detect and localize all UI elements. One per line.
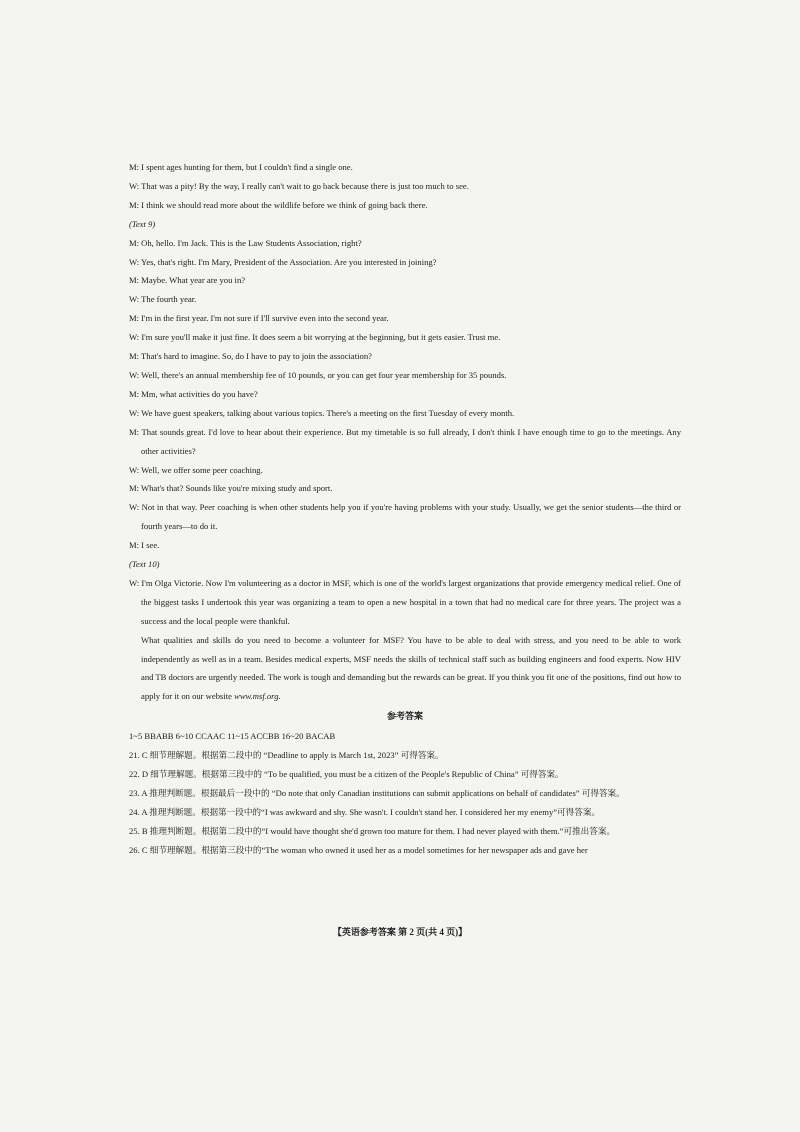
paragraph-text: What qualities and skills do you need to become a volunteer for MSF? You have to be able to deal with stress, and you need to be able to work independently as well as in a team. Besides medical experts, MSF needs the skills of technical staff such as building engineers and food experts. Now HIV and TB doctors are urgently needed. The work is tough and demanding but the rewards can be great. If you think you fit one of the positions, find out how to apply for it on our website bbox=[141, 634, 681, 702]
answer-item: 26. C 细节理解题。根据第三段中的“The woman who owned it used her as a model sometimes for her newspaper ads and gave her bbox=[129, 844, 588, 855]
answer-item: 23. A 推理判断题。根据最后一段中的 “Do note that only Canadian institutions can submit applications on behalf of candidates” 可得答案。 bbox=[129, 787, 625, 798]
dialogue-line: M: That's hard to imagine. So, do I have to pay to join the association? bbox=[129, 351, 372, 362]
dialogue-line: M: That sounds great. I'd love to hear about their experience. But my timetable is so full already, I don't think I have enough time to go to the meetings. Any other activities? bbox=[129, 426, 681, 456]
answers-heading: 参考答案 bbox=[386, 711, 423, 722]
answer-item: 22. D 细节理解题。根据第三段中的 “To be qualified, you must be a citizen of the People's Republic of China” 可得答案。 bbox=[129, 769, 564, 779]
dialogue-line: M: I spent ages hunting for them, but I couldn't find a single one. bbox=[129, 162, 353, 172]
text10-label: (Text 10) bbox=[129, 559, 160, 570]
dialogue-line: M: Maybe. What year are you in? bbox=[129, 275, 246, 286]
monologue-paragraph: W: I'm Olga Victorie. Now I'm volunteering as a doctor in MSF, which is one of the world's largest organizations that provide emergency medical relief. One of the biggest tasks I undertook this year was organizing a team to open a new hospital in a town that had no medical care for three years. The project was a success and the local people were thankful. bbox=[129, 577, 681, 626]
answer-item: 25. B 推理判断题。根据第二段中的“I would have thought she'd grown too mature for them. I had never played with them.”可推出答案。 bbox=[129, 825, 616, 836]
website-text: www.msf.org. bbox=[234, 691, 281, 702]
dialogue-line: M: I'm in the first year. I'm not sure if I'll survive even into the second year. bbox=[129, 313, 389, 324]
dialogue-line: M: I see. bbox=[129, 540, 160, 551]
dialogue-line: W: Well, we offer some peer coaching. bbox=[129, 464, 263, 475]
page-content bbox=[129, 158, 681, 860]
answer-item: 24. A 推理判断题。根据第一段中的“I was awkward and shy. She wasn't. I couldn't stand her. I considered her my enemy”可得答案。 bbox=[129, 806, 601, 817]
dialogue-line: W: Well, there's an annual membership fee of 10 pounds, or you can get four year membership for 35 pounds. bbox=[129, 369, 507, 380]
answer-item: 21. C 细节理解题。根据第二段中的 “Deadline to apply is March 1st, 2023” 可得答案。 bbox=[129, 750, 444, 761]
monologue-paragraph bbox=[129, 631, 681, 707]
dialogue-line: W: That was a pity! By the way, I really can't wait to go back because there is just too much to see. bbox=[129, 180, 469, 191]
dialogue-line: W: The fourth year. bbox=[129, 294, 197, 305]
answer-key-row: 1~5 BBABB 6~10 CCAAC 11~15 ACCBB 16~20 BACAB bbox=[129, 731, 336, 742]
dialogue-line: M: Mm, what activities do you have? bbox=[129, 388, 258, 399]
dialogue-line: W: We have guest speakers, talking about various topics. There's a meeting on the first Tuesday of every month. bbox=[129, 407, 515, 418]
dialogue-line: M: What's that? Sounds like you're mixing study and sport. bbox=[129, 483, 333, 494]
dialogue-line: W: I'm sure you'll make it just fine. It does seem a bit worrying at the beginning, but it gets easier. Trust me. bbox=[129, 332, 501, 343]
dialogue-line: W: Not in that way. Peer coaching is when other students help you if you're having problems with your study. Usually, we get the senior students—the third or fourth years—to do it. bbox=[129, 502, 681, 532]
text9-label: (Text 9) bbox=[129, 218, 156, 229]
dialogue-line: M: Oh, hello. I'm Jack. This is the Law Students Association, right? bbox=[129, 237, 362, 248]
page-footer: 【英语参考答案 第 2 页(共 4 页)】 bbox=[332, 927, 468, 937]
dialogue-line: M: I think we should read more about the wildlife before we think of going back there. bbox=[129, 199, 428, 210]
dialogue-line: W: Yes, that's right. I'm Mary, President of the Association. Are you interested in joining? bbox=[129, 256, 437, 267]
